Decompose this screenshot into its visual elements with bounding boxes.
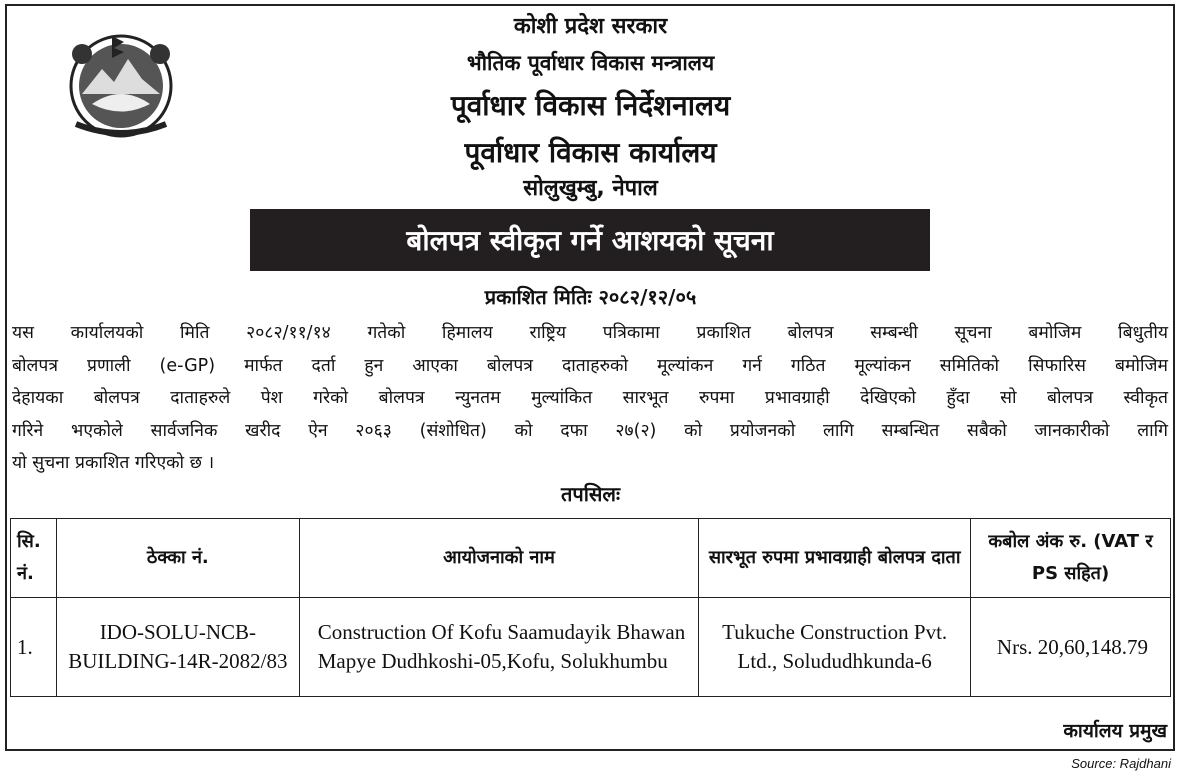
body-line: यो सुचना प्रकाशित गरिएको छ । <box>12 453 215 473</box>
body-line: यस कार्यालयको मिति २०८२/११/१४ गतेको हिमालय राष्ट्रिय पत्रिकामा प्रकाशित बोलपत्र सम्बन्धी सूचना बमोजिम बिधुतीय <box>12 323 1168 343</box>
cell-project-name: Construction Of Kofu Saamudayik Bhawan Mapye Dudhkoshi-05,Kofu, Solukhumbu <box>299 598 699 697</box>
body-line: बोलपत्र प्रणाली (e-GP) मार्फत दर्ता हुन आएका बोलपत्र दाताहरुको मूल्यांकन गर्न गठित मूल्यांकन समितिको सिफारिस बमोजिम <box>12 355 1168 376</box>
cell-contract-no: IDO-SOLU-NCB-BUILDING-14R-2082/83 <box>56 598 299 697</box>
header-bidder: सारभूत रुपमा प्रभावग्राही बोलपत्र दाता <box>699 519 971 598</box>
notice-title: बोलपत्र स्वीकृत गर्ने आशयको सूचना <box>406 224 774 257</box>
signatory: कार्यालय प्रमुख <box>1063 720 1167 742</box>
details-heading: तपसिलः <box>560 482 621 506</box>
notice-body <box>12 317 1168 480</box>
notice-title-banner <box>250 209 930 271</box>
award-table <box>10 518 1171 697</box>
header-project-name: आयोजनाको नाम <box>299 519 699 598</box>
ministry-name: भौतिक पूर्वाधार विकास मन्त्रालय <box>466 51 715 75</box>
header-contract-no: ठेक्का नं. <box>56 519 299 598</box>
table-row <box>11 598 1171 697</box>
office-name: पूर्वाधार विकास कार्यालय <box>464 136 717 169</box>
nepal-emblem-icon <box>62 24 180 142</box>
office-location: सोलुखुम्बु, नेपाल <box>523 176 658 201</box>
government-name: कोशी प्रदेश सरकार <box>513 14 668 39</box>
cell-bidder: Tukuche Construction Pvt. Ltd., Solududhkunda-6 <box>699 598 971 697</box>
body-line: गरिने भएकोले सार्वजनिक खरीद ऐन २०६३ (संशोधित) को दफा २७(२) को प्रयोजनको लागि सम्बन्धित सबैको जानकारीको लागि <box>12 420 1168 441</box>
table-header-row <box>11 519 1171 598</box>
header-amount: कबोल अंक रु. (VAT र PS सहित) <box>971 519 1171 598</box>
directorate-name: पूर्वाधार विकास निर्देशनालय <box>450 89 731 122</box>
source-credit: Source: Rajdhani <box>1071 756 1171 771</box>
published-date: प्रकाशित मितिः २०८२/१२/०५ <box>484 285 697 309</box>
cell-serial: 1. <box>11 598 57 697</box>
cell-amount: Nrs. 20,60,148.79 <box>971 598 1171 697</box>
header-serial: सि. नं. <box>11 519 57 598</box>
body-line: देहायका बोलपत्र दाताहरुले पेश गरेको बोलपत्र न्युनतम मुल्यांकित सारभूत रुपमा प्रभावग्राही देखिएको हुँदा सो बोलपत्र स्वीकृत <box>12 388 1168 408</box>
